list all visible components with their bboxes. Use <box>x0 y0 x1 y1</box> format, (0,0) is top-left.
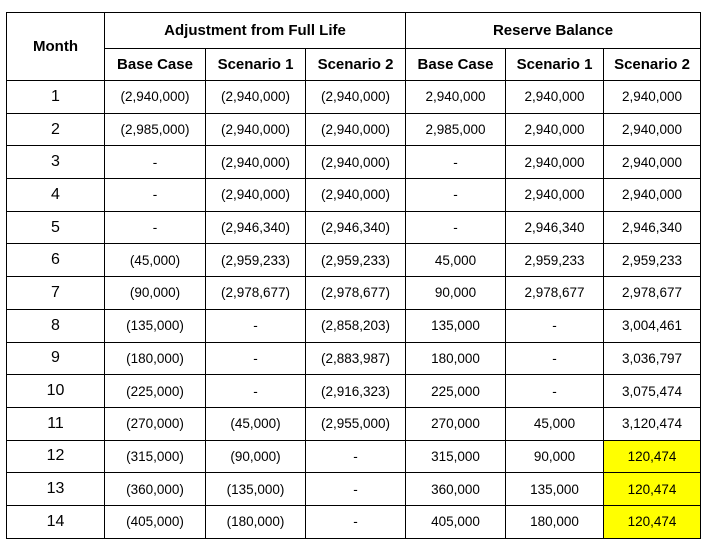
subheader-adj-scenario-1: Scenario 1 <box>206 49 306 81</box>
value-cell: 135,000 <box>506 473 604 506</box>
month-cell: 2 <box>7 113 105 146</box>
value-cell: (2,940,000) <box>206 81 306 114</box>
value-cell: (225,000) <box>105 375 206 408</box>
value-cell: (90,000) <box>105 277 206 310</box>
value-cell: (45,000) <box>105 244 206 277</box>
value-cell: 2,946,340 <box>506 211 604 244</box>
month-cell: 1 <box>7 81 105 114</box>
table-row <box>7 505 701 538</box>
month-cell: 4 <box>7 179 105 212</box>
value-cell: - <box>206 342 306 375</box>
value-cell: 270,000 <box>406 407 506 440</box>
value-cell: - <box>506 342 604 375</box>
value-cell: - <box>206 375 306 408</box>
value-cell: 360,000 <box>406 473 506 506</box>
value-cell: (2,959,233) <box>206 244 306 277</box>
value-cell: (90,000) <box>206 440 306 473</box>
month-cell: 3 <box>7 146 105 179</box>
value-cell: 2,940,000 <box>506 81 604 114</box>
value-cell: (2,883,987) <box>306 342 406 375</box>
table-row <box>7 309 701 342</box>
value-cell: 2,978,677 <box>506 277 604 310</box>
subheader-adj-base-case: Base Case <box>105 49 206 81</box>
highlighted-value-cell: 120,474 <box>604 473 701 506</box>
value-cell: - <box>406 211 506 244</box>
value-cell: (180,000) <box>206 505 306 538</box>
value-cell: (2,946,340) <box>206 211 306 244</box>
month-cell: 13 <box>7 473 105 506</box>
value-cell: 90,000 <box>506 440 604 473</box>
table-row <box>7 277 701 310</box>
value-cell: - <box>306 473 406 506</box>
value-cell: 405,000 <box>406 505 506 538</box>
table-row <box>7 113 701 146</box>
value-cell: (180,000) <box>105 342 206 375</box>
value-cell: 90,000 <box>406 277 506 310</box>
value-cell: - <box>406 146 506 179</box>
value-cell: 180,000 <box>406 342 506 375</box>
header-adjustment-group: Adjustment from Full Life <box>105 13 406 49</box>
month-cell: 11 <box>7 407 105 440</box>
value-cell: 45,000 <box>406 244 506 277</box>
value-cell: (45,000) <box>206 407 306 440</box>
value-cell: (2,959,233) <box>306 244 406 277</box>
value-cell: 2,940,000 <box>604 179 701 212</box>
header-month: Month <box>7 13 105 81</box>
value-cell: 2,940,000 <box>604 113 701 146</box>
value-cell: (2,940,000) <box>206 179 306 212</box>
value-cell: 2,940,000 <box>506 179 604 212</box>
value-cell: (2,940,000) <box>306 179 406 212</box>
value-cell: 225,000 <box>406 375 506 408</box>
value-cell: - <box>306 505 406 538</box>
value-cell: - <box>506 309 604 342</box>
value-cell: (2,978,677) <box>306 277 406 310</box>
reserve-table <box>6 12 701 539</box>
value-cell: 2,940,000 <box>506 113 604 146</box>
subheader-res-scenario-2: Scenario 2 <box>604 49 701 81</box>
header-reserve-group: Reserve Balance <box>406 13 701 49</box>
value-cell: - <box>406 179 506 212</box>
subheader-res-base-case: Base Case <box>406 49 506 81</box>
table-row <box>7 342 701 375</box>
value-cell: 3,004,461 <box>604 309 701 342</box>
value-cell: 2,985,000 <box>406 113 506 146</box>
month-cell: 8 <box>7 309 105 342</box>
value-cell: (315,000) <box>105 440 206 473</box>
value-cell: 180,000 <box>506 505 604 538</box>
value-cell: (2,978,677) <box>206 277 306 310</box>
subheader-res-scenario-1: Scenario 1 <box>506 49 604 81</box>
table-row <box>7 244 701 277</box>
value-cell: (270,000) <box>105 407 206 440</box>
subheader-adj-scenario-2: Scenario 2 <box>306 49 406 81</box>
table-row <box>7 146 701 179</box>
value-cell: - <box>306 440 406 473</box>
value-cell: (2,940,000) <box>206 146 306 179</box>
value-cell: (405,000) <box>105 505 206 538</box>
value-cell: (2,940,000) <box>306 81 406 114</box>
month-cell: 5 <box>7 211 105 244</box>
value-cell: (2,940,000) <box>306 113 406 146</box>
table-header <box>7 13 701 81</box>
table-row <box>7 440 701 473</box>
value-cell: 3,036,797 <box>604 342 701 375</box>
value-cell: (135,000) <box>206 473 306 506</box>
value-cell: - <box>105 211 206 244</box>
value-cell: 2,940,000 <box>604 146 701 179</box>
value-cell: 45,000 <box>506 407 604 440</box>
highlighted-value-cell: 120,474 <box>604 505 701 538</box>
value-cell: 2,940,000 <box>506 146 604 179</box>
table-row <box>7 179 701 212</box>
value-cell: 315,000 <box>406 440 506 473</box>
value-cell: (2,946,340) <box>306 211 406 244</box>
month-cell: 14 <box>7 505 105 538</box>
value-cell: 3,120,474 <box>604 407 701 440</box>
month-cell: 7 <box>7 277 105 310</box>
value-cell: 3,075,474 <box>604 375 701 408</box>
value-cell: 2,978,677 <box>604 277 701 310</box>
value-cell: (2,985,000) <box>105 113 206 146</box>
value-cell: (135,000) <box>105 309 206 342</box>
value-cell: (2,940,000) <box>105 81 206 114</box>
table-row <box>7 81 701 114</box>
value-cell: (2,858,203) <box>306 309 406 342</box>
value-cell: 135,000 <box>406 309 506 342</box>
value-cell: (360,000) <box>105 473 206 506</box>
table-row <box>7 407 701 440</box>
value-cell: (2,940,000) <box>206 113 306 146</box>
value-cell: 2,946,340 <box>604 211 701 244</box>
month-cell: 12 <box>7 440 105 473</box>
month-cell: 10 <box>7 375 105 408</box>
value-cell: (2,916,323) <box>306 375 406 408</box>
value-cell: - <box>105 146 206 179</box>
value-cell: 2,959,233 <box>506 244 604 277</box>
value-cell: 2,959,233 <box>604 244 701 277</box>
table-row <box>7 211 701 244</box>
value-cell: - <box>506 375 604 408</box>
highlighted-value-cell: 120,474 <box>604 440 701 473</box>
table-row <box>7 375 701 408</box>
value-cell: (2,940,000) <box>306 146 406 179</box>
month-cell: 6 <box>7 244 105 277</box>
value-cell: (2,955,000) <box>306 407 406 440</box>
value-cell: 2,940,000 <box>406 81 506 114</box>
month-cell: 9 <box>7 342 105 375</box>
value-cell: - <box>206 309 306 342</box>
table-row <box>7 473 701 506</box>
value-cell: - <box>105 179 206 212</box>
value-cell: 2,940,000 <box>604 81 701 114</box>
table-body <box>7 81 701 539</box>
